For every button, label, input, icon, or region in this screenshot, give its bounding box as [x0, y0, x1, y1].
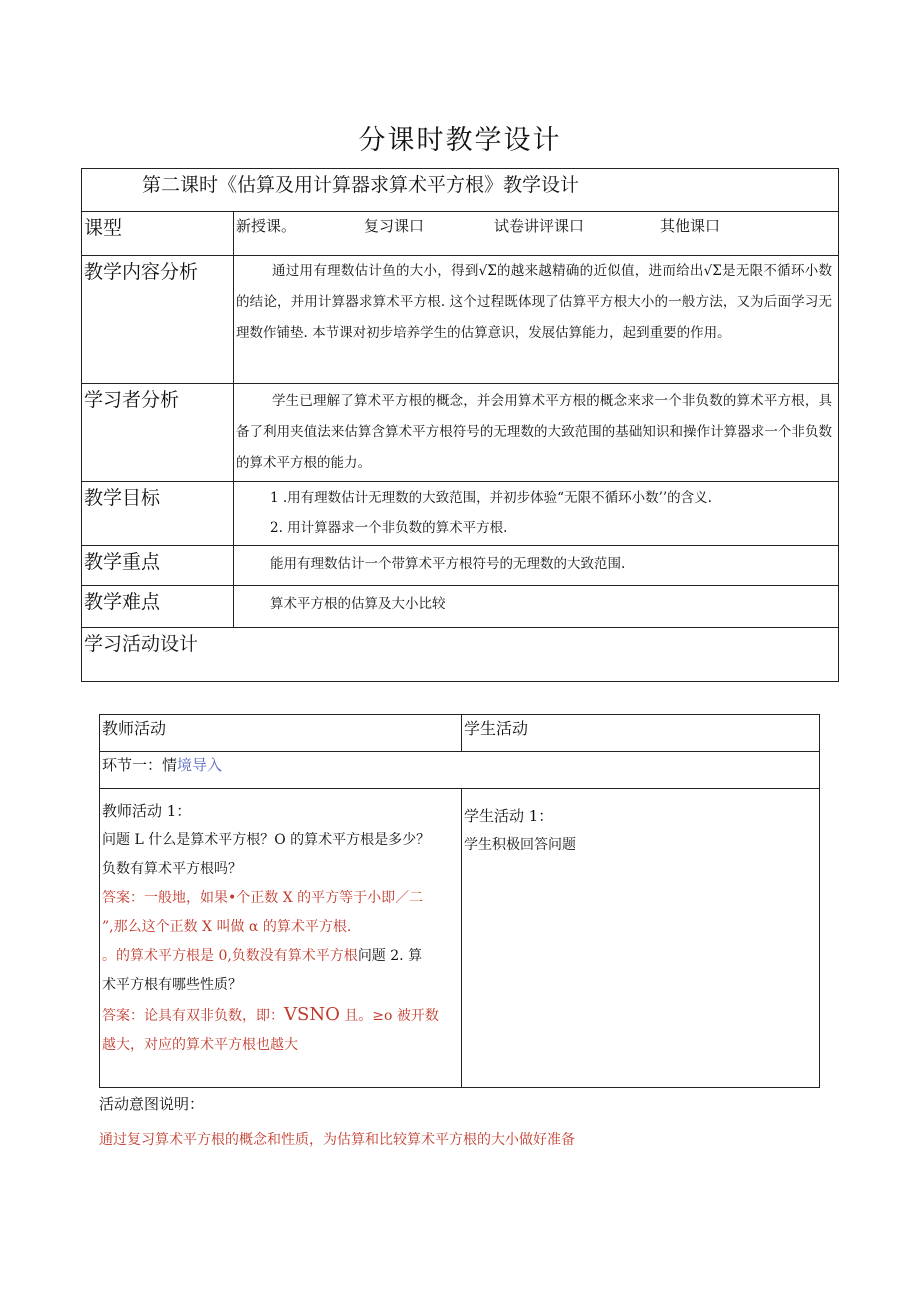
question-2-start: 问题 2. 算: [357, 948, 423, 964]
plan-heading: 第二课时《估算及用计算器求算术平方根》教学设计: [82, 169, 839, 212]
activity-table: [99, 714, 820, 1088]
learner-analysis-text: 学生已理解了算术平方根的概念，并会用算术平方根的概念来求一个非负数的算术平方根，具备了利用夹值法来估算含算术平方根符号的无理数的大致范围的基础知识和操作计算器求一个非负数的算术平方根的能力。: [234, 384, 839, 482]
course-type-option: 复习课口: [364, 217, 425, 235]
answer-2-line-1: [102, 1000, 459, 1031]
course-type-option: 新授课。: [236, 217, 297, 235]
difficulty-text: 算术平方根的估算及大小比较: [234, 586, 839, 628]
question-1-line-1: 问题 L 什么是算术平方根？O 的算术平方根是多少？: [102, 832, 431, 848]
goal-item: 1 .用有理数估计无理数的大致范围，并初步体验“无限不循环小数’’的含义.: [270, 490, 712, 506]
teacher-activity-header: 教师活动: [100, 715, 462, 752]
answer-2-formula: VSNO: [284, 1004, 340, 1025]
stage-one-prefix: 环节一：情: [102, 756, 178, 774]
question-1-line-2: 负数有算术平方根吗？: [102, 861, 242, 877]
student-activity-text: 学生积极回答问题: [464, 837, 576, 853]
content-analysis-label: 教学内容分析: [82, 256, 234, 384]
course-type-option: 其他课口: [660, 217, 721, 235]
course-type-options: [234, 212, 839, 256]
activity-design-label: 学习活动设计: [82, 628, 839, 682]
key-point-text: 能用有理数估计一个带算术平方根符号的无理数的大致范围.: [234, 546, 839, 586]
student-activity-cell: [462, 789, 820, 1088]
intent-label: 活动意图说明：: [99, 1095, 205, 1113]
answer-2-suffix: 且。≥o 被开数: [339, 1008, 439, 1024]
teaching-goals: [234, 482, 839, 546]
goal-item: 2. 用计算器求一个非负数的算术平方根.: [270, 520, 508, 536]
teaching-goals-label: 教学目标: [82, 482, 234, 546]
student-activity-title: 学生活动 1：: [464, 807, 554, 825]
lesson-plan-table: [81, 168, 839, 682]
teacher-activity-title: 教师活动 1：: [102, 802, 192, 820]
stage-one-row: [100, 752, 820, 789]
learner-analysis-label: 学习者分析: [82, 384, 234, 482]
teacher-activity-cell: [100, 789, 462, 1088]
answer-1-line-1: 答案：一般地，如果•个正数 X 的平方等于小即／二: [102, 890, 424, 906]
course-type-label: 课型: [82, 212, 234, 256]
answer-1-line-3: [102, 942, 459, 971]
answer-1-tail: 。的算术平方根是 0,负数没有算术平方根: [102, 948, 358, 964]
answer-1-line-2: ”,那么这个正数 X 叫做 α 的算术平方根.: [102, 919, 352, 935]
student-activity-header: 学生活动: [462, 715, 820, 752]
question-2-line-2: 术平方根有哪些性质？: [102, 977, 242, 993]
content-analysis-text: 通过用有理数估计鱼的大小，得到√Σ的越来越精确的近似值，进而给出√Σ是无限不循环小数的结论，并用计算器求算术平方根. 这个过程既体现了估算平方根大小的一般方法，又为后面学习无理数作铺垫. 本节课对初步培养学生的估算意识，发展估算能力，起到重要的作用。: [234, 256, 839, 384]
intent-text: 通过复习算术平方根的概念和性质，为估算和比较算术平方根的大小做好准备: [99, 1132, 575, 1148]
key-point-label: 教学重点: [82, 546, 234, 586]
difficulty-label: 教学难点: [82, 586, 234, 628]
answer-2-prefix: 答案：论具有双非负数，即：: [102, 1008, 284, 1024]
stage-one-suffix: 境导入: [177, 756, 223, 774]
course-type-option: 试卷讲评课口: [494, 217, 585, 235]
document-title: 分课时教学设计: [358, 125, 562, 156]
answer-2-line-2: 越大，对应的算术平方根也越大: [102, 1037, 298, 1053]
